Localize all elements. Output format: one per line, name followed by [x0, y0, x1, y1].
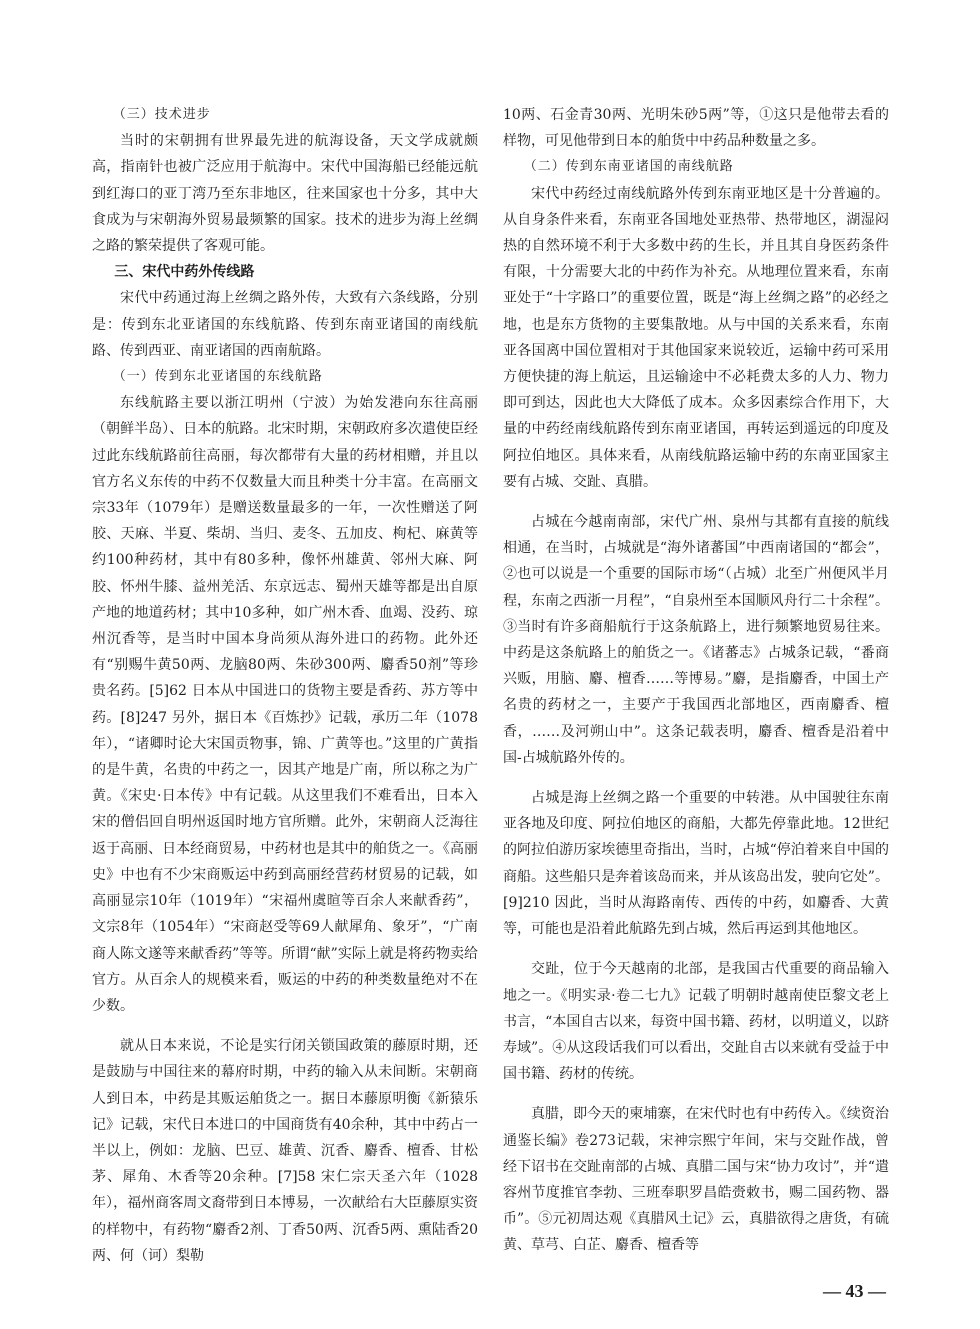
paragraph-zhancheng-1: 占城在今越南南部，宋代广州、泉州与其都有直接的航线相通，在当时，占城就是“海外诸蕃国”中西南诸国的“都会”，②也可以说是一个重要的国际市场“（占城）北至广州便风半月程，东南之西浙一月程”，“自泉州至本国顺风舟行二十余程”。③当时有许多商船航行于这条航路上，进行频繁地贸易往来。中药是这条航路上的舶货之一。《诸蕃志》占城条记载，“番商兴贩，用脑、麝、檀香……等博易。”麝，是指麝香，中国土产名贵的药材之一，主要产于我国西北部地区，西南麝香、檀香，……及河朔山中”。这条记载表明，麝香、檀香是沿着中国-占城航路外传的。: [503, 514, 889, 766]
right-column: [503, 102, 889, 1259]
paragraph-continued: 10两、石金青30两、光明朱砂5两”等，①这只是他带去看的样物，可见他带到日本的舶货中中药品种数量之多。: [503, 107, 889, 150]
paragraph-jiaozhi: 交趾，位于今天越南的北部，是我国古代重要的商品输入地之一。《明实录·卷二七九》记载了明朝时越南使臣黎文老上书言，“本国自古以来，每资中国书籍、药材，以明道义，以跻寿域”。④从这段话我们可以看出，交趾自古以来就有受益于中国书籍、药材的传统。: [503, 961, 889, 1083]
paragraph-zhancheng-2: 占城是海上丝绸之路一个重要的中转港。从中国驶往东南亚各地及印度、阿拉伯地区的商船，大都先停靠此地。12世纪的阿拉伯游历家埃德里奇指出，当时，占城“停泊着来自中国的商船。这些船只是奔着该岛而来，并从该岛出发，驶向它处”。[9]210 因此，当时从海路南传、西传的中药，如麝香、大黄等，可能也是沿着此航路先到占城，然后再运到其他地区。: [503, 790, 889, 938]
page-number: — 43 —: [823, 1281, 886, 1301]
paragraph-zhenla: 真腊，即今天的柬埔寨，在宋代时也有中药传入。《续资治通鉴长编》卷273记载，宋神宗熙宁年间，宋与交趾作战，曾经下诏书在交趾南部的占城、真腊二国与宋“协力攻讨”，并“遣容州节度推官李勃、三班奉职罗昌皓赍敕书，赐二国药物、器币”。⑤元初周达观《真腊风土记》云，真腊欲得之唐货，有硫黄、草芎、白芷、麝香、檀香等: [503, 1106, 889, 1254]
paragraph-east-route-2: 就从日本来说，不论是实行闭关锁国政策的藤原时期，还是鼓励与中国往来的幕府时期，中药的输入从未间断。宋朝商人到日本，中药是其贩运舶货之一。据日本藤原明衡《新猿乐记》记载，宋代日本进口的中国商货有40余种，其中中药占一半以上，例如：龙脑、巴豆、雄黄、沉香、麝香、檀香、甘松茅、犀角、木香等20余种。[7]58 宋仁宗天圣六年（1028年），福州商客周文裔带到日本博易，一次献给右大臣藤原实资的样物中，有药物“麝香2剂、丁香50两、沉香5两、熏陆香20两、何（诃）梨勒: [92, 1038, 478, 1264]
paragraph-routes-intro: 宋代中药通过海上丝绸之路外传，大致有六条线路，分别是：传到东北亚诸国的东线航路、传到东南亚诸国的南线航路、传到西亚、南亚诸国的西南航路。: [92, 290, 478, 359]
subheading-south-route: （二）传到东南亚诸国的南线航路: [523, 159, 734, 175]
subheading-east-route: （一）传到东北亚诸国的东线航路: [112, 369, 323, 385]
paragraph-east-route-1: 东线航路主要以浙江明州（宁波）为始发港向东往高丽（朝鲜半岛）、日本的航路。北宋时期，宋朝政府多次遣使臣经过此东线航路前往高丽，每次都带有大量的药材相赠，并且以官方名义东传的中药不仅数量大而且种类十分丰富。在高丽文宗33年（1079年）是赠送数量最多的一年，一次性赠送了阿胶、天麻、半夏、柴胡、当归、麦冬、五加皮、枸杞、麻黄等约100种药材，其中有80多种，像怀州雄黄、邻州大麻、阿胶、怀州牛膝、益州羌活、东京远志、蜀州天雄等都是出自原产地的地道药材；其中10多种，如广州木香、血竭、没药、琼州沉香等，是当时中国本身尚须从海外进口的药物。此外还有“别赐牛黄50两、龙脑80两、朱砂300两、麝香50剂”等珍贵名药。[5]62 日本从中国进口的货物主要是香药、苏方等中药。[8]247 另外，据日本《百炼抄》记载，承历二年（1078年），“诸卿时论大宋国贡物事，锦、广黄等也。”这里的广黄指的是牛黄，名贵的中药之一，因其产地是广南，所以称之为广黄。《宋史·日本传》中有记载。从这里我们不难看出，日本入宋的僧侣回自明州返国时地方官所赠。此外，宋朝商人泛海往返于高丽、日本经商贸易，中药材也是其中的舶货之一。《高丽史》中也有不少宋商贩运中药到高丽经营药材贸易的记载，如高丽显宗10年（1019年）“宋福州虞暄等百余人来献香药”，文宗8年（1054年）“宋商赵受等69人献犀角、象牙”，“广南商人陈文遂等来献香药”等等。所谓“献”实际上就是将药物卖给官方。从百余人的规模来看，贩运的中药的种类数量绝对不在少数。: [92, 395, 478, 1014]
paragraph-tech-progress: 当时的宋朝拥有世界最先进的航海设备，天文学成就颇高，指南针也被广泛应用于航海中。宋代中国海船已经能远航到红海口的亚丁湾乃至东非地区，往来国家也十分多，其中大食成为与宋朝海外贸易最频繁的国家。技术的进步为海上丝绸之路的繁荣提供了客观可能。: [92, 133, 478, 255]
left-column: [92, 102, 478, 1269]
section-heading-3: 三、宋代中药外传线路: [114, 264, 255, 281]
subheading-tech-progress: （三）技术进步: [112, 107, 211, 122]
paragraph-south-route: 宋代中药经过南线航路外传到东南亚地区是十分普遍的。从自身条件来看，东南亚各国地处亚热带、热带地区，湖湿闷热的自然环境不利于大多数中药的生长，并且其自身医药条件有限，十分需要大北的中药作为补充。从地理位置来看，东南亚处于“十字路口”的重要位置，既是“海上丝绸之路”的必经之地，也是东方货物的主要集散地。从与中国的关系来看，东南亚各国离中国位置相对于其他国家来说较近，运输中药可采用方便快捷的海上航运，且运输途中不必耗费太多的人力、物力即可到达，因此也大大降低了成本。众多因素综合作用下，大量的中药经南线航路传到东南亚诸国，再转运到遥远的印度及阿拉伯地区。具体来看，从南线航路运输中药的东南亚国家主要有占城、交趾、真腊。: [503, 185, 889, 490]
